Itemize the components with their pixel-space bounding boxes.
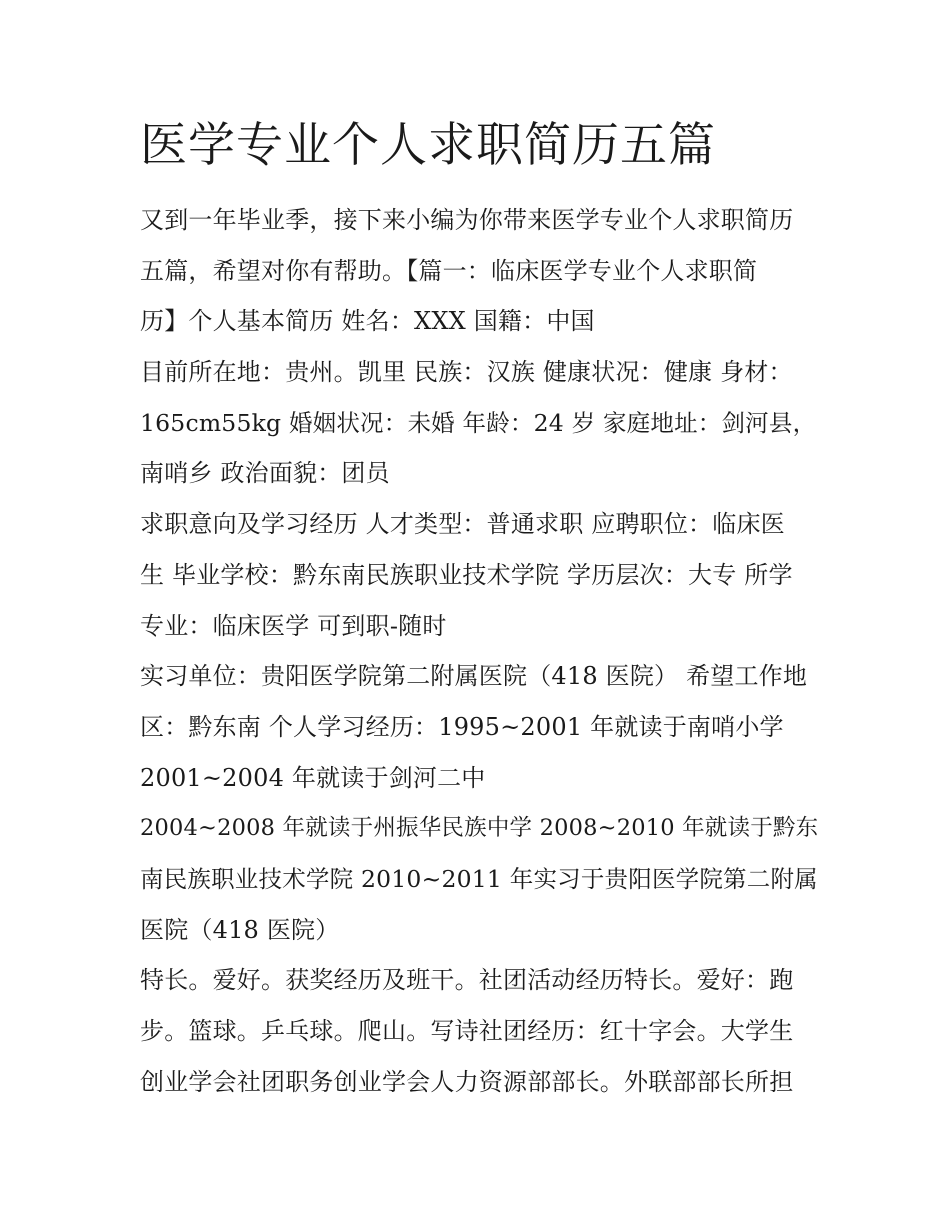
text-line: 创业学会社团职务创业学会人力资源部部长。外联部部长所担: [140, 1067, 794, 1096]
document-body: [140, 195, 830, 1107]
text-line: 求职意向及学习经历 人才类型：普通求职 应聘职位：临床医: [140, 510, 785, 539]
document-title: 医学专业个人求职简历五篇: [140, 118, 716, 173]
text-line: 又到一年毕业季，接下来小编为你带来医学专业个人求职简历: [140, 206, 794, 234]
text-line: 区：黔东南 个人学习经历：1995~2001 年就读于南哨小学: [140, 712, 784, 741]
text-line: 生 毕业学校：黔东南民族职业技术学院 学历层次：大专 所学: [140, 560, 793, 589]
text-line: 专业：临床医学 可到职-随时: [140, 611, 447, 640]
text-line: 目前所在地：贵州。凯里 民族：汉族 健康状况：健康 身材：: [140, 358, 793, 387]
text-line: 165cm55kg 婚姻状况：未婚 年龄：24 岁 家庭地址：剑河县，: [140, 408, 817, 437]
text-line: 南哨乡 政治面貌：团员: [140, 459, 390, 488]
text-line: 2004~2008 年就读于州振华民族中学 2008~2010 年就读于黔东: [140, 815, 819, 842]
text-line: 步。篮球。乒乓球。爬山。写诗社团经历：红十字会。大学生: [140, 1017, 794, 1045]
text-line: 特长。爱好。获奖经历及班干。社团活动经历特长。爱好：跑: [140, 966, 794, 995]
text-line: 2001~2004 年就读于剑河二中: [140, 763, 486, 792]
text-line: 实习单位：贵阳医学院第二附属医院（418 医院） 希望工作地: [140, 662, 808, 691]
text-line: 五篇，希望对你有帮助。【篇一：临床医学专业个人求职简: [140, 256, 758, 285]
text-line: 南民族职业技术学院 2010~2011 年实习于贵阳医学院第二附属: [140, 864, 818, 893]
text-line: 历】个人基本简历 姓名：XXX 国籍：中国: [140, 307, 595, 336]
text-line: 医院（418 医院）: [140, 915, 340, 944]
